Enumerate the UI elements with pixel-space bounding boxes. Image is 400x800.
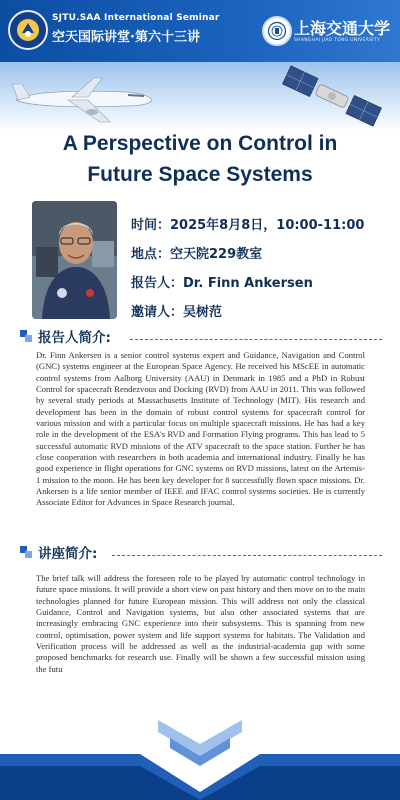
section-bullet-icon [18,328,34,344]
talk-title [0,128,400,190]
satellite-icon [272,60,392,130]
bio-divider [130,339,382,340]
event-info [131,215,364,331]
talk-title-line-1: A Perspective on Control in [62,132,338,155]
seminar-logo-icon [8,10,48,50]
bio-heading-text: 报告人简介: [38,330,111,346]
footer-decoration [0,714,400,800]
seminar-name-cn: 空天国际讲堂·第六十三讲 [52,30,200,45]
speaker-photo [32,201,117,319]
chevron-down-icon [158,720,242,766]
abstract-divider [112,555,382,556]
section-bullet-icon [18,544,34,560]
abstract-heading [18,542,97,562]
header-banner [0,0,400,130]
event-speaker: 报告人：Dr. Finn Ankersen [131,276,313,291]
event-inviter: 邀请人：吴树范 [131,305,223,320]
abstract-text: The brief talk will address the foreseen role to be played by automatic control technology in future space missions. It will provide a short view on past history and then move on to the main technologies planned for future European mission. This will address not only the classical Guidance, Control and Navigation systems, but also other associated systems that are increasingly embracing GNC experience into their subsystems. This is spanning from new control, optimisation, power system and life support systems for habitats. The Validation and Verification process will be addressed as well as the industrial-academia gap with some proposed benchmarks for research use. Finally will be shown a few successful mission using the futu [36,573,365,674]
bio-text: Dr. Finn Ankersen is a senior control systems expert and Guidance, Navigation and Control (GNC) systems engineer at the European Space Agency. He received his MScEE in automatic control systems from Aalborg University (AAU) in Denmark in 1985 and a PhD in Robust Control for spacecraft Rendezvous and Docking (RVD) from AAU in 2011. This was followed by several study periods at Massachusetts Institute of Technology (MIT). His research and development has been in the domain of robust control systems for spacecraft control for various mission and with a particular focus on multiple spacecraft missions. He has had a key role in the development of the ESA's RVD and Formation Flying programs. This has lead to 5 successful automatic RVD missions of the ATV spacecraft to the space station. Further he has close cooperation with researchers in both academia and international industry. Finally he has good experience in flight operations for GNC systems on RVD missions, latest on the Artemis-1 mission to the moon. He has been key developer for 8 successfully flown space missions. Dr. Ankersen is a life senior member of IEEE and IFAC control systems societies. He is currently Associate Editor for Advances in Space Research journal. [36,350,365,508]
university-seal-icon [262,16,292,46]
talk-title-line-2: Future Space Systems [87,163,313,186]
bio-heading [18,326,111,346]
event-time: 时间：2025年8月8日，10:00-11:00 [131,218,365,233]
seminar-name-en: SJTU.SAA International Seminar [52,13,220,23]
airplane-icon [8,70,158,130]
university-name-cn: 上海交通大学 [294,19,391,38]
university-name-en: SHANGHAI JIAO TONG UNIVERSITY [294,38,381,43]
event-location: 地点：空天院229教室 [131,247,263,262]
abstract-heading-text: 讲座简介: [38,546,98,562]
